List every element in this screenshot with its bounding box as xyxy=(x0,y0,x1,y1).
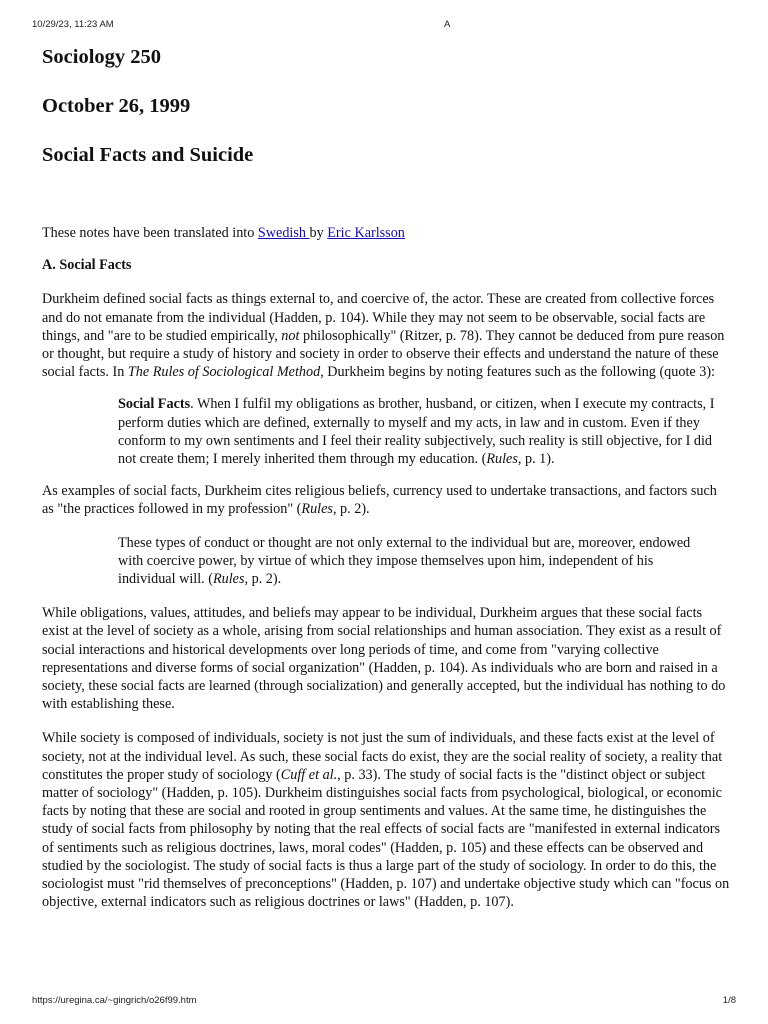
document-body xyxy=(42,44,730,912)
swedish-link[interactable]: Swedish xyxy=(257,225,310,241)
quote1-text-b: , p. 1). xyxy=(517,451,555,468)
quote1-text-a: . When I fulfil my obligations as brother, husband, or citizen, when I execute my contracts, I perform duties which are defined, externally to myself and my acts, in law and in custom. Even if they conform to my own sentiments and I feel their reality subjectively, such reality is still objective, for I did not create them; I merely inherited them through my education. ( xyxy=(118,396,715,468)
para1-emphasis-not: not xyxy=(281,327,300,344)
para2-text-b: , p. 2). xyxy=(332,501,370,518)
translation-prefix: These notes have been translated into xyxy=(42,225,258,241)
para4-cuff-et-al: Cuff et al. xyxy=(280,766,338,783)
para1-text-c: , Durkheim begins by noting features such as the following (quote 3): xyxy=(320,364,715,381)
para1-text-b: philosophically" (Ritzer, p. 78). They cannot be deduced from pure reason or thought, but require a study of history and society in order to observe their effects and understand the nature of these social facts. In xyxy=(42,327,725,381)
para1-text-a: Durkheim defined social facts as things external to, and coercive of, the actor. These are created from collective forces and do not emanate from the individual (Hadden, p. 104). While they may not seem to be observable, social facts are things, and "are to be studied empirically, xyxy=(42,291,715,344)
quote2-text-b: , p. 2). xyxy=(244,571,282,588)
blockquote-coercive-power xyxy=(118,534,698,589)
print-footer xyxy=(0,995,768,1009)
print-page-title: A xyxy=(444,19,451,30)
print-datetime: 10/29/23, 11:23 AM xyxy=(32,19,114,30)
para2-text-a: As examples of social facts, Durkheim cites religious beliefs, currency used to undertake transactions, and factors such as "the practices followed in my profession" ( xyxy=(42,483,717,518)
paragraph-examples xyxy=(42,482,730,518)
paragraph-definition xyxy=(42,290,730,381)
page-number: 1/8 xyxy=(722,995,736,1006)
translation-note xyxy=(42,224,730,242)
quote1-bold-term: Social Facts xyxy=(118,396,191,413)
para4-text-a: While society is composed of individuals, society is not just the sum of individuals, and these facts exist at the level of society, not at the individual level. As such, these social facts do exist, they are the social reality of society, a reality that constitutes the proper study of sociology ( xyxy=(42,730,723,783)
quote1-rules: Rules xyxy=(486,451,518,468)
quote2-text-a: These types of conduct or thought are not only external to the individual but are, moreover, endowed with coercive power, by virtue of which they impose themselves upon him, independent of his individual will. ( xyxy=(118,534,691,588)
translator-link[interactable]: Eric Karlsson xyxy=(327,225,405,241)
paragraph-social-reality xyxy=(42,729,730,911)
lecture-topic: Social Facts and Suicide xyxy=(42,144,254,166)
paragraph-society-level: While obligations, values, attitudes, and beliefs may appear to be individual, Durkheim argues that these social facts exist at the level of society as a whole, arising from social relationships and human association. They exist as a result of social interactions and historical developments over long periods of time, and come from "varying collective representations and diverse forms of social organization" (Hadden, p. 104). As individuals who are born and raised in a society, these social facts are learned (through socialization) and generally accepted, but the individual has nothing to do with establishing these. xyxy=(42,605,726,713)
para2-rules: Rules xyxy=(301,501,333,518)
para1-book-title: The Rules of Sociological Method xyxy=(127,364,321,381)
print-header xyxy=(0,19,768,33)
course-title: Sociology 250 xyxy=(42,46,162,68)
blockquote-social-facts xyxy=(118,395,726,468)
section-heading: A. Social Facts xyxy=(42,257,132,274)
lecture-date: October 26, 1999 xyxy=(42,95,191,117)
translation-by: by xyxy=(309,225,328,241)
para4-text-b: , p. 33). The study of social facts is the "distinct object or subject matter of sociology" (Hadden, p. 105). Durkheim distinguishes social facts from psychological, biological, or economic facts by noting that these are social and rooted in group sentiments and values. At the same time, he distinguishes the study of social facts from philosophy by noting that the real effects of social facts are "manifested in external indicators of sentiments such as religious doctrines, laws, moral codes" (Hadden, p. 105) and these effects can be observed and studied by the sociologist. The study of social facts is thus a large part of the study of sociology. In order to do this, the sociologist must "rid themselves of preconceptions" (Hadden, p. 107) and undertake objective study which can "focus on objective, external indicators such as religious doctrines or laws" (Hadden, p. 107). xyxy=(42,766,730,911)
page-url: https://uregina.ca/~gingrich/o26f99.htm xyxy=(32,995,197,1006)
quote2-rules: Rules xyxy=(212,571,245,588)
